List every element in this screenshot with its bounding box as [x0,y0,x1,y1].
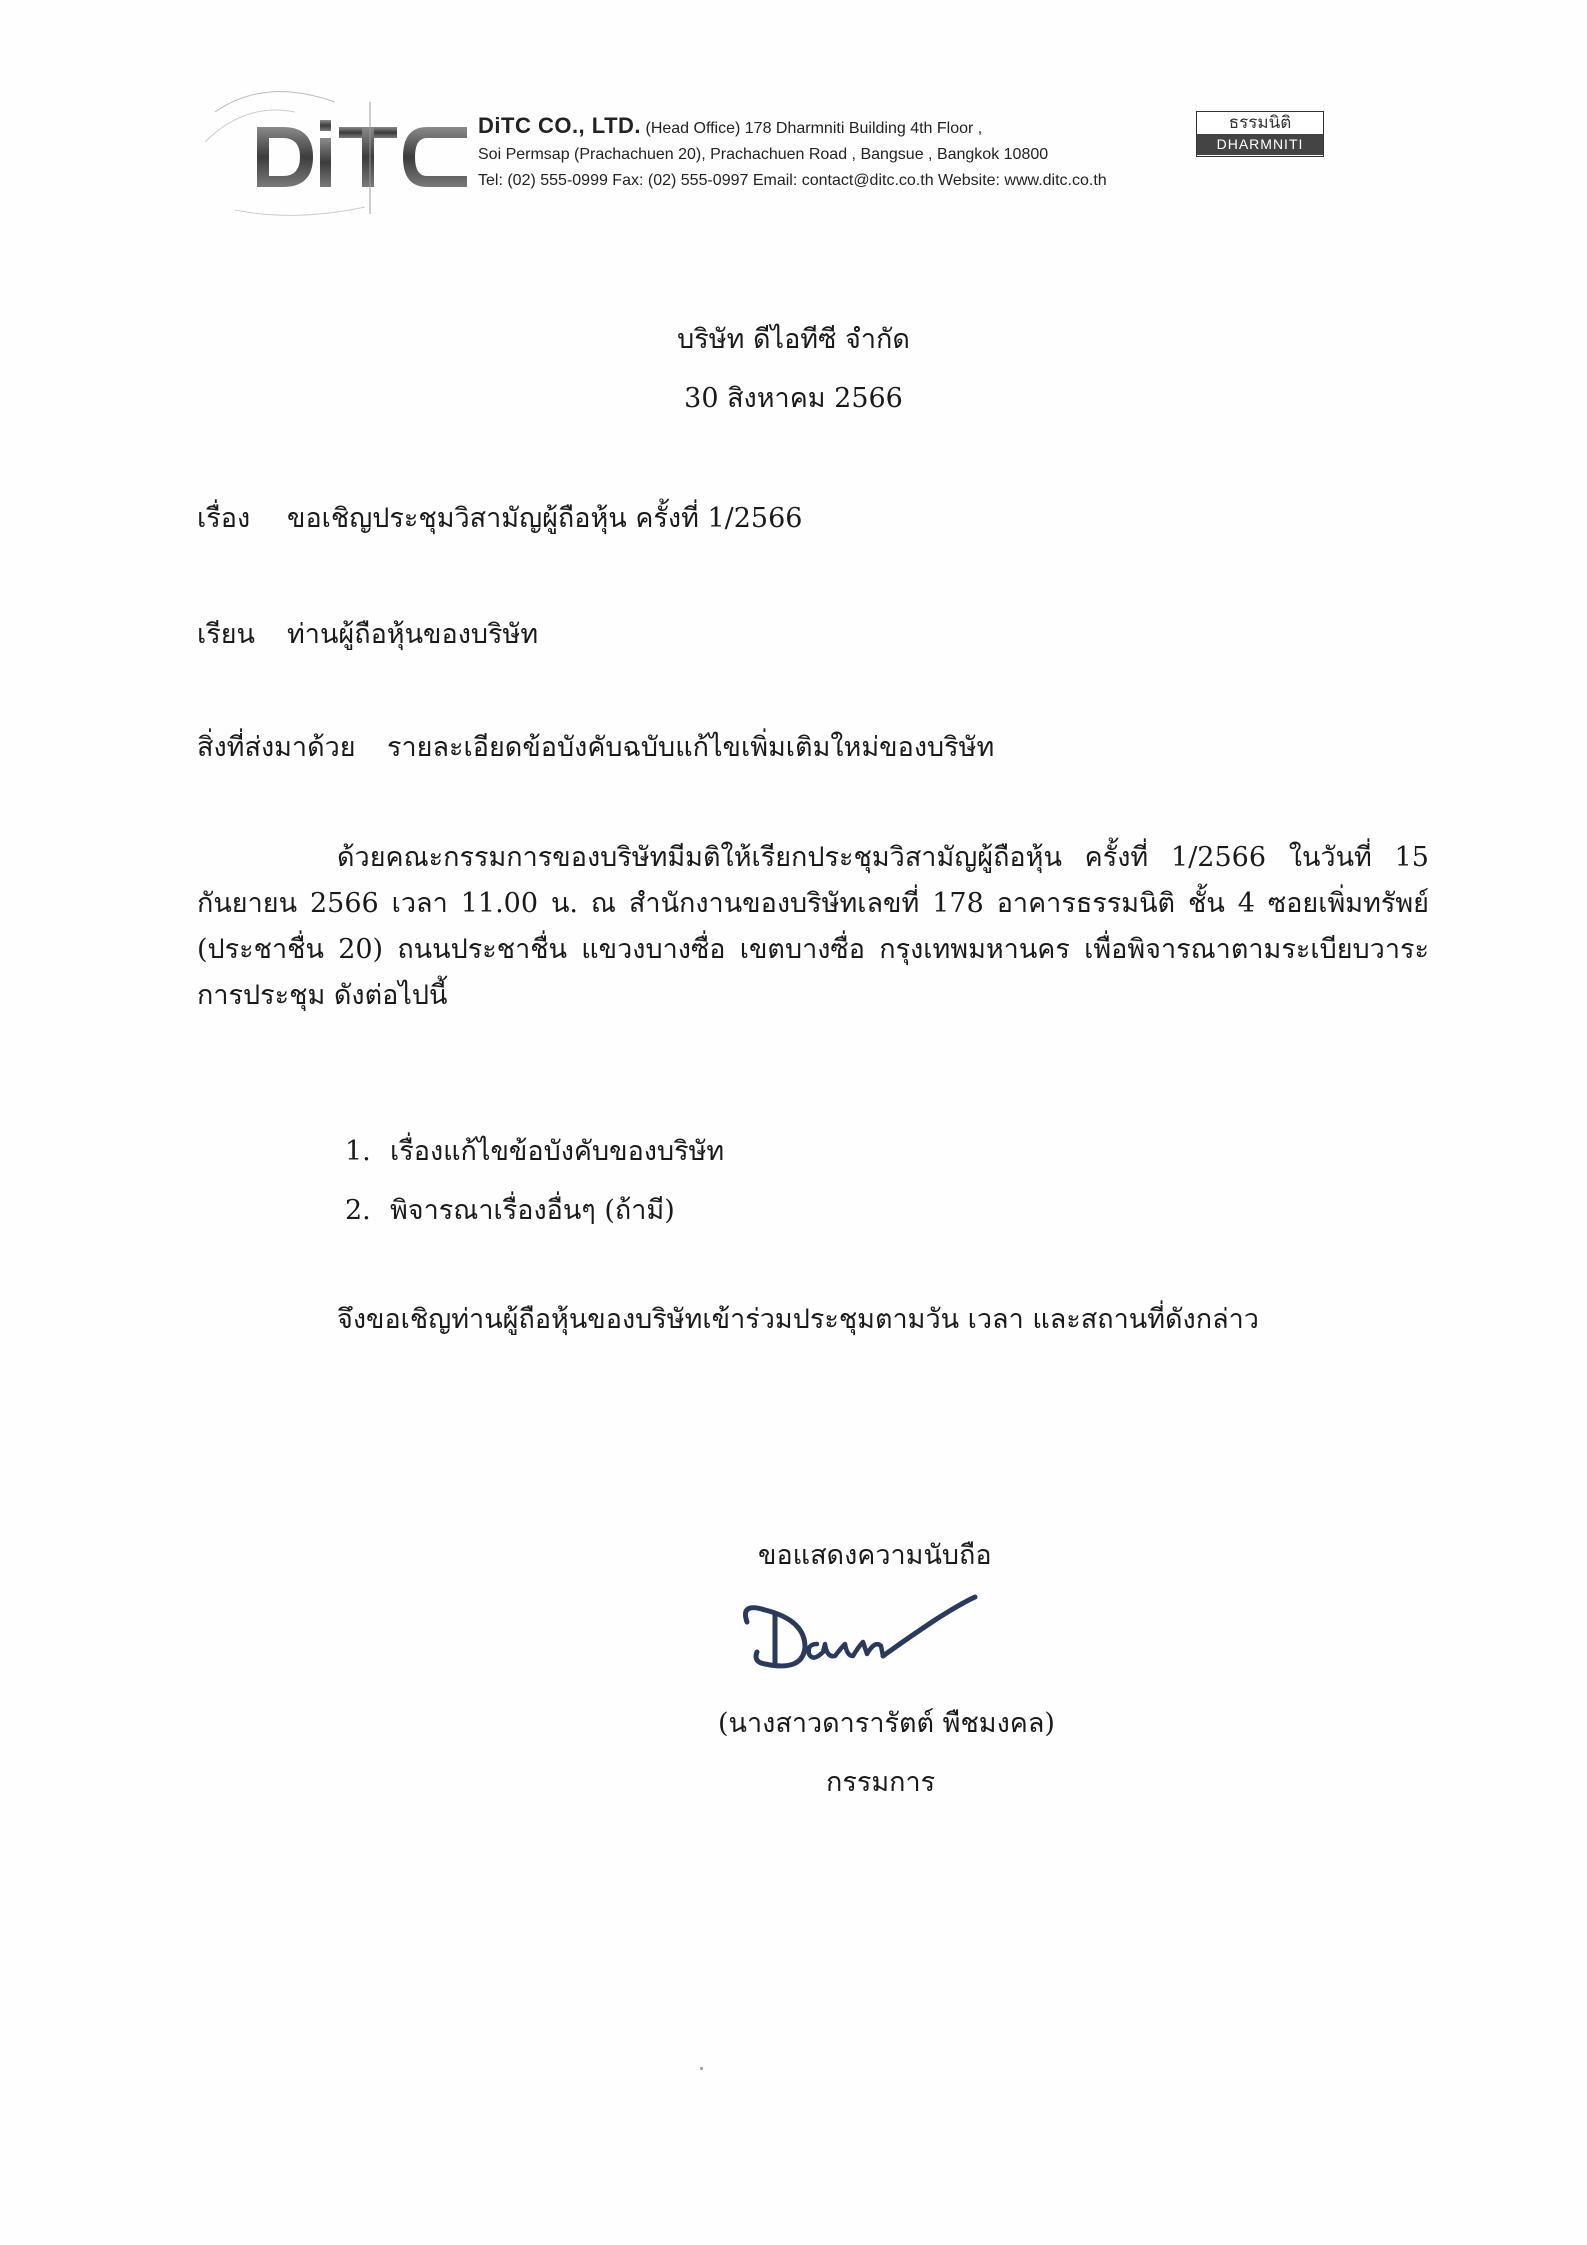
contact-line: Tel: (02) 555-0999 Fax: (02) 555-0997 Email: contact@ditc.co.th Website: www.ditc.co.th [478,172,1107,189]
agenda-number-1: 1. [345,1136,371,1167]
scan-speck [700,2067,703,2070]
company-thai-name: บริษัท ดีไอทีซี จำกัด [677,324,910,355]
enclosure-text: รายละเอียดข้อบังคับฉบับแก้ไขเพิ่มเติมใหม่ของบริษัท [387,732,995,763]
agenda-item-2: พิจารณาเรื่องอื่นๆ (ถ้ามี) [390,1195,675,1226]
letter-date: 30 สิงหาคม 2566 [684,383,903,414]
agenda-item-1: เรื่องแก้ไขข้อบังคับของบริษัท [390,1136,725,1167]
subject-label: เรื่อง [197,503,251,534]
enclosure-label: สิ่งที่ส่งมาด้วย [197,732,356,763]
recipient-label: เรียน [197,619,256,650]
subject-text: ขอเชิญประชุมวิสามัญผู้ถือหุ้น ครั้งที่ 1/2566 [287,503,803,534]
signatory-name: (นางสาวดารารัตต์ พืชมงคล) [718,1708,1055,1739]
closing-paragraph: จึงขอเชิญท่านผู้ถือหุ้นของบริษัทเข้าร่วมประชุมตามวัน เวลา และสถานที่ดังกล่าว [337,1304,1259,1335]
agenda-number-2: 2. [345,1195,371,1226]
handwritten-signature [735,1592,995,1682]
dharmniti-badge [1196,111,1324,157]
company-name: DiTC CO., LTD. [478,113,642,138]
company-name-line [478,113,1198,142]
address-line-2: Soi Permsap (Prachachuen 20), Prachachuen Road , Bangsue , Bangkok 10800 [478,146,1049,163]
badge-thai: ธรรมนิติ [1197,112,1323,134]
address-line-1: (Head Office) 178 Dharmniti Building 4th Floor , [645,120,983,137]
body-paragraph [197,835,1429,1019]
company-info [478,113,1198,194]
recipient-text: ท่านผู้ถือหุ้นของบริษัท [287,619,539,650]
body-paragraph-text: ด้วยคณะกรรมการของบริษัทมีมติให้เรียกประชุมวิสามัญผู้ถือหุ้น ครั้งที่ 1/2566 ในวันที่ 15 กันยายน 2566 เวลา 11.00 น. ณ สำนักงานของบริษัทเลขที่ 178 อาคารธรรมนิติ ชั้น 4 ซอยเพิ่มทรัพย์ (ประชาชื่น 20) ถนนประชาชื่น แขวงบางซื่อ เขตบางซื่อ กรุงเทพมหานคร เพื่อพิจารณาตามระเบียบวาระการประชุม ดังต่อไปนี้ [197,842,1429,1011]
regards: ขอแสดงความนับถือ [758,1540,992,1571]
badge-english: DHARMNITI [1197,134,1323,155]
ditc-logo [205,82,475,222]
signatory-title: กรรมการ [826,1767,936,1798]
